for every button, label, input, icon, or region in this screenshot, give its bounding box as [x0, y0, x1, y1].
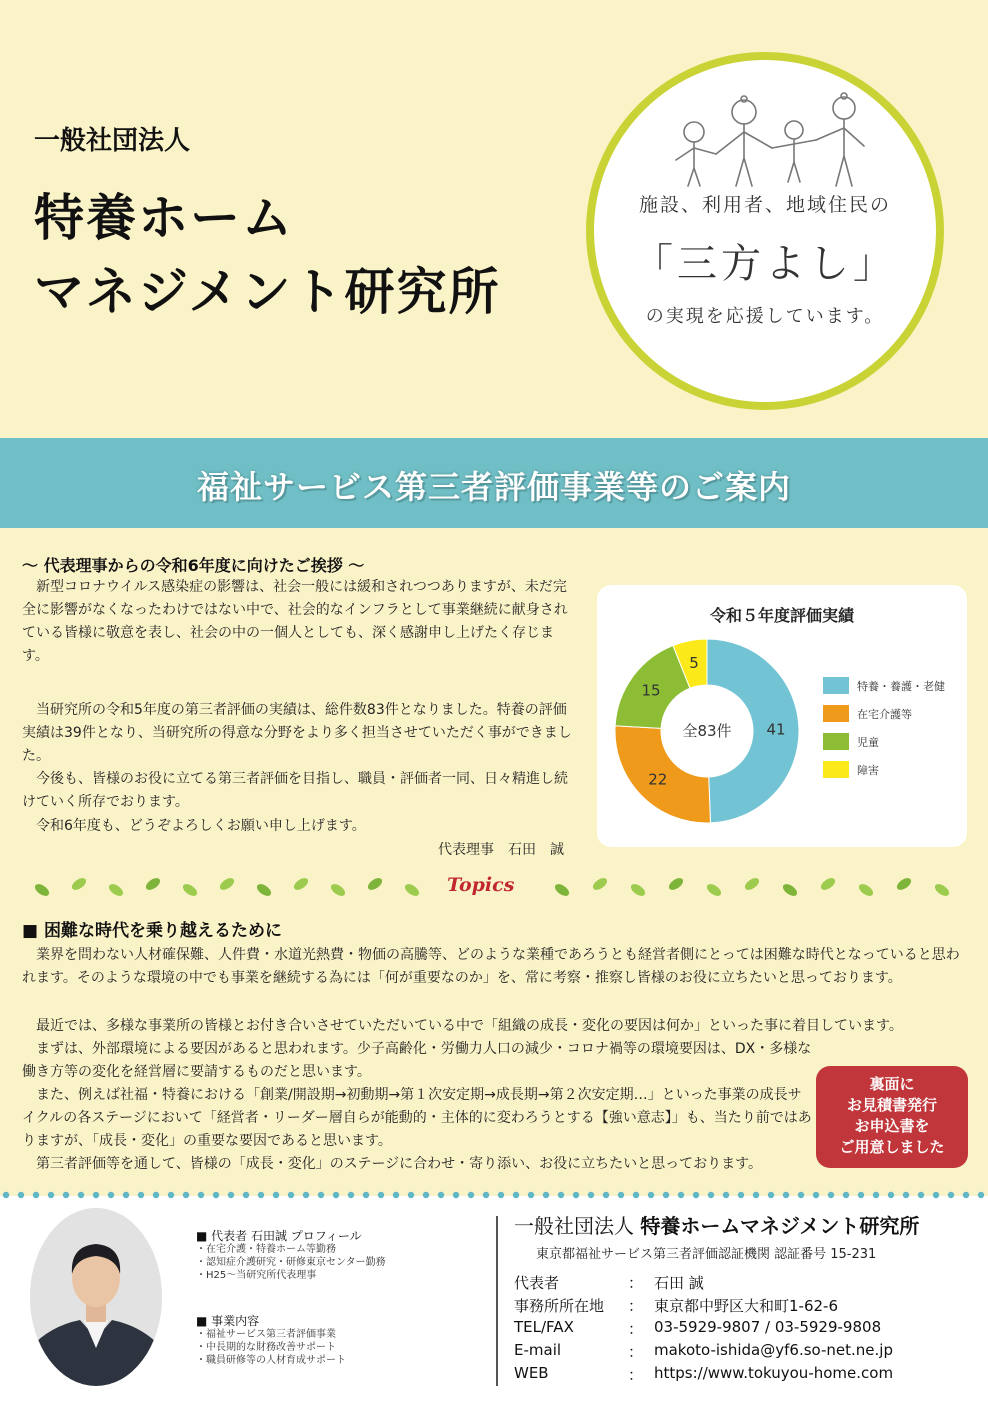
- contact-colon: ：: [628, 1343, 644, 1361]
- divider-dot: [468, 1192, 474, 1198]
- leaf-icon: [218, 876, 236, 893]
- leaf-icon: [144, 876, 162, 893]
- data-label-3: 5: [689, 654, 699, 673]
- divider-dot: [333, 1192, 339, 1198]
- badge-line4: ご用意しました: [839, 1138, 945, 1156]
- divider-dot: [783, 1192, 789, 1198]
- divider-dot: [438, 1192, 444, 1198]
- divider-dot: [903, 1192, 909, 1198]
- contact-label: WEB: [514, 1364, 549, 1382]
- business-heading: ■ 事業内容: [196, 1314, 260, 1328]
- divider-dot: [888, 1192, 894, 1198]
- contact-value: 石田 誠: [654, 1274, 704, 1292]
- contact-colon: ：: [628, 1320, 644, 1338]
- profile-item: ・認知症介護研究・研修東京センター勤務: [196, 1257, 386, 1268]
- divider-dot: [123, 1192, 129, 1198]
- contact-phone: [514, 1318, 974, 1340]
- divider-dot: [363, 1192, 369, 1198]
- profile-list: [196, 1243, 386, 1282]
- divider-dot: [153, 1192, 159, 1198]
- contact-colon: ：: [628, 1274, 644, 1292]
- divider-dot: [33, 1192, 39, 1198]
- contact-address: [514, 1295, 974, 1317]
- divider-dot: [378, 1192, 384, 1198]
- greeting-paragraph-2: 当研究所の令和5年度の第三者評価の実績は、総件数83件となりました。特養の評価実績は39件となり、当研究所の得意な分野をより多く担当させていただく事ができました。: [22, 702, 572, 764]
- leaf-icon: [107, 882, 125, 899]
- badge-line3: お申込書を: [854, 1117, 930, 1135]
- leaf-icon: [857, 882, 875, 899]
- leaf-icon: [255, 882, 273, 899]
- divider-dot: [108, 1192, 114, 1198]
- leaf-icon: [366, 876, 384, 893]
- divider-dot: [303, 1192, 309, 1198]
- divider-dot: [573, 1192, 579, 1198]
- divider-dot: [348, 1192, 354, 1198]
- footer-org-main: 特養ホームマネジメント研究所: [640, 1214, 920, 1238]
- divider-dot: [18, 1192, 24, 1198]
- leaf-icon: [181, 882, 199, 899]
- contact-colon: ：: [628, 1297, 644, 1315]
- divider-dot: [408, 1192, 414, 1198]
- footer-org-prefix: 一般社団法人: [514, 1214, 634, 1238]
- divider-dot: [93, 1192, 99, 1198]
- slogan-line3: の実現を応援しています。: [645, 306, 885, 327]
- slogan-highlight: 「三方よし」: [633, 241, 897, 287]
- contact-value: 03-5929-9807 / 03-5929-9808: [654, 1318, 882, 1336]
- divider-dot: [198, 1192, 204, 1198]
- legend-swatch-2: [823, 733, 849, 750]
- contact-representative: [514, 1272, 974, 1294]
- data-label-2: 15: [641, 681, 661, 700]
- leaf-icon: [553, 882, 571, 899]
- quote-form-badge: [816, 1066, 968, 1168]
- footer-divider: [496, 1216, 498, 1386]
- people-holding-hands-illustration: [654, 90, 884, 190]
- divider-dot: [48, 1192, 54, 1198]
- divider-dot: [243, 1192, 249, 1198]
- greeting-paragraph-3: 今後も、皆様のお役に立てる第三者評価を目指し、職員・評価者一同、日々精進し続けていく所存でおります。: [22, 771, 568, 810]
- greeting-paragraph-4: 令和6年度も、どうぞよろしくお願い申し上げます。: [36, 818, 366, 834]
- divider-dot: [318, 1192, 324, 1198]
- certification-number: 東京都福祉サービス第三者評価認証機関 認証番号 15-231: [536, 1247, 877, 1262]
- greeting-signature: 代表理事 石田 誠: [438, 842, 564, 858]
- legend-swatch-1: [823, 705, 849, 722]
- divider-dot: [423, 1192, 429, 1198]
- topic-paragraph-5: 第三者評価等を通して、皆様の「成長・変化」のステージに合わせ・寄り添い、お役に立ちたいと思っております。: [36, 1156, 763, 1172]
- data-label-0: 41: [766, 720, 786, 739]
- leaf-icon: [895, 876, 913, 893]
- contact-label: TEL/FAX: [514, 1318, 574, 1336]
- divider-dot: [528, 1192, 534, 1198]
- divider-dot: [288, 1192, 294, 1198]
- divider-dot: [393, 1192, 399, 1198]
- donut-chart: [597, 585, 967, 847]
- topic-paragraph-1: 業界を問わない人材確保難、人件費・水道光熱費・物価の高騰等、どのような業種であろうとも経営者側にとっては困難な時代となっていると思われます。そのような環境の中でも事業を継続する為には「何が重要なのか」を、常に考察・推察し皆様のお役に立ちたいと思っております。: [22, 947, 960, 986]
- divider-dot: [723, 1192, 729, 1198]
- divider-dot: [978, 1192, 984, 1198]
- leaf-divider-right: [550, 872, 970, 902]
- contact-label: 事務所所在地: [514, 1297, 605, 1315]
- divider-dot: [768, 1192, 774, 1198]
- divider-dot: [753, 1192, 759, 1198]
- topic-title: ■ 困難な時代を乗り越えるために: [22, 921, 282, 941]
- divider-dot: [138, 1192, 144, 1198]
- slogan-line1: 施設、利用者、地域住民の: [638, 194, 891, 216]
- divider-dot: [213, 1192, 219, 1198]
- divider-dot: [633, 1192, 639, 1198]
- chart-title: 令和５年度評価実績: [709, 606, 854, 625]
- legend-swatch-0: [823, 677, 849, 694]
- divider-dot: [558, 1192, 564, 1198]
- leaf-icon: [70, 876, 88, 893]
- legend-label-2: 児童: [857, 736, 879, 749]
- divider-dot: [708, 1192, 714, 1198]
- divider-dot: [858, 1192, 864, 1198]
- greeting-paragraph-1: 新型コロナウイルス感染症の影響は、社会一般には緩和されつつありますが、未だ完全に影響がなくなったわけではない中で、社会的なインフラとして事業継続に献身されている皆様に敬意を表し、社会の中の一個人としても、深く感謝申し上げたく存じます。: [22, 579, 568, 664]
- org-name-line2: マネジメント研究所: [34, 263, 501, 321]
- leaf-icon: [292, 876, 310, 893]
- divider-dot: [843, 1192, 849, 1198]
- divider-dot: [603, 1192, 609, 1198]
- divider-dot: [693, 1192, 699, 1198]
- email-link[interactable]: makoto-ishida@yf6.so-net.ne.jp: [654, 1341, 893, 1359]
- legend-label-0: 特養・養護・老健: [857, 680, 945, 693]
- footer-org-name: [514, 1210, 919, 1239]
- representative-photo: [30, 1208, 162, 1386]
- leaf-icon: [591, 876, 609, 893]
- contact-label: E-mail: [514, 1341, 562, 1359]
- topic-paragraph-2: 最近では、多様な事業所の皆様とお付き合いさせていただいている中で「組織の成長・変化の要因は何か」といった事に着目しています。: [36, 1018, 903, 1034]
- leaf-icon: [33, 882, 51, 899]
- banner-title: 福祉サービス第三者評価事業等のご案内: [196, 468, 791, 506]
- divider-dot: [78, 1192, 84, 1198]
- contact-value: 東京都中野区大和町1-62-6: [654, 1297, 838, 1315]
- contact-email: [514, 1341, 974, 1363]
- divider-dot: [453, 1192, 459, 1198]
- leaf-icon: [781, 882, 799, 899]
- leaf-icon: [705, 882, 723, 899]
- leaf-icon: [667, 876, 685, 893]
- divider-dot: [168, 1192, 174, 1198]
- title-banner: [0, 438, 988, 528]
- business-item: ・職員研修等の人材育成サポート: [196, 1355, 346, 1366]
- topics-label: Topics: [447, 874, 515, 896]
- leaf-divider-left: [30, 872, 430, 902]
- divider-dot: [678, 1192, 684, 1198]
- divider-dot: [948, 1192, 954, 1198]
- slogan-circle: [586, 52, 944, 410]
- dotted-divider: [0, 1190, 988, 1200]
- divider-dot: [183, 1192, 189, 1198]
- data-label-1: 22: [648, 770, 668, 789]
- leaf-icon: [743, 876, 761, 893]
- divider-dot: [828, 1192, 834, 1198]
- website-link[interactable]: https://www.tokuyou-home.com: [654, 1364, 894, 1382]
- topic-paragraph-3: まずは、外部環境による要因があると思われます。少子高齢化・労働力人口の減少・コロナ禍等の環境要因は、DX・多様な働き方等の変化を経営層に要請するものだと思います。: [22, 1041, 812, 1080]
- divider-dot: [588, 1192, 594, 1198]
- divider-dot: [543, 1192, 549, 1198]
- greeting-title: ～ 代表理事からの令和6年度に向けたご挨拶 ～: [22, 556, 365, 575]
- donut-center-label: 全83件: [682, 722, 732, 740]
- contact-label: 代表者: [514, 1274, 560, 1292]
- divider-dot: [498, 1192, 504, 1198]
- legend-swatch-3: [823, 761, 849, 778]
- business-list: [196, 1328, 346, 1367]
- legend-label-1: 在宅介護等: [857, 708, 912, 721]
- divider-dot: [813, 1192, 819, 1198]
- badge-line2: お見積書発行: [846, 1096, 937, 1114]
- profile-item: ・在宅介護・特養ホーム等勤務: [196, 1244, 336, 1255]
- legend-label-3: 障害: [857, 764, 879, 777]
- divider-dot: [3, 1192, 9, 1198]
- contact-web: [514, 1364, 974, 1386]
- business-item: ・福祉サービス第三者評価事業: [196, 1329, 336, 1340]
- leaf-icon: [629, 882, 647, 899]
- divider-dot: [483, 1192, 489, 1198]
- divider-dot: [258, 1192, 264, 1198]
- leaf-icon: [819, 876, 837, 893]
- divider-dot: [663, 1192, 669, 1198]
- divider-dot: [228, 1192, 234, 1198]
- chart-card: [597, 585, 967, 847]
- divider-dot: [648, 1192, 654, 1198]
- leaf-icon: [403, 882, 421, 899]
- contact-colon: ：: [628, 1366, 644, 1384]
- divider-dot: [918, 1192, 924, 1198]
- divider-dot: [933, 1192, 939, 1198]
- profile-item: ・H25～当研究所代表理事: [196, 1270, 317, 1281]
- divider-dot: [798, 1192, 804, 1198]
- divider-dot: [738, 1192, 744, 1198]
- badge-line1: 裏面に: [869, 1075, 915, 1093]
- divider-dot: [513, 1192, 519, 1198]
- divider-dot: [273, 1192, 279, 1198]
- org-type: 一般社団法人: [34, 126, 191, 156]
- org-name-line1: 特養ホーム: [34, 189, 294, 247]
- divider-dot: [963, 1192, 969, 1198]
- leaf-icon: [329, 882, 347, 899]
- business-item: ・中長期的な財務改善サポート: [196, 1342, 336, 1353]
- divider-dot: [618, 1192, 624, 1198]
- topic-paragraph-4: また、例えば社福・特養における「創業/開設期→初動期→第１次安定期→成長期→第２次安定期…」といった事業の成長サイクルの各ステージにおいて「経営者・リーダー層自らが能動的・主体的に変わろうとする【強い意志】」も、当たり前ではありますが、「成長・変化」の重要な要因であると思います。: [22, 1087, 812, 1149]
- divider-dot: [63, 1192, 69, 1198]
- divider-dot: [873, 1192, 879, 1198]
- leaf-icon: [933, 882, 951, 899]
- profile-heading: ■ 代表者 石田誠 プロフィール: [196, 1229, 362, 1243]
